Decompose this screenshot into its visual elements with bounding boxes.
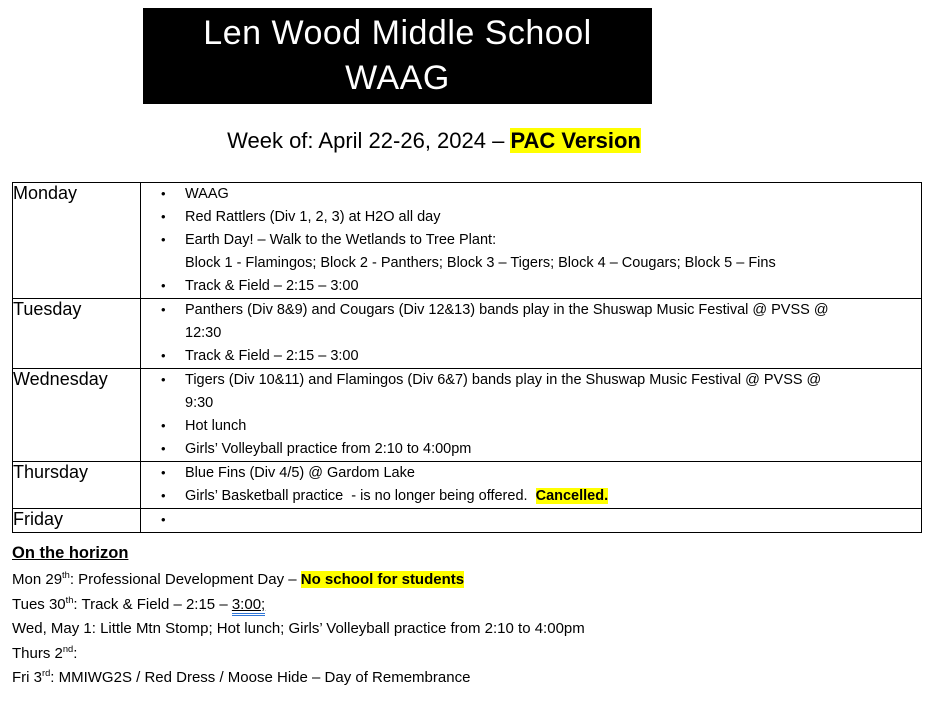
horizon-section (12, 544, 937, 691)
pac-version-highlight: PAC Version (510, 128, 641, 153)
text-segment: 9:30 (185, 395, 214, 411)
schedule-item (141, 206, 921, 229)
text-segment: Hot lunch (185, 418, 247, 434)
text-segment: : Track & Field – 2:15 – (73, 595, 232, 613)
day-items-cell (141, 183, 922, 299)
week-subtitle (0, 128, 868, 154)
text-segment: Block 1 - Flamingos; Block 2 - Panthers; Block 3 – Tigers; Block 4 – Cougars; Block 5 – Fins (185, 255, 776, 271)
text-segment: Track & Field – 2:15 – 3:00 (185, 278, 359, 294)
item-text (185, 395, 213, 411)
bullet-icon: • (161, 418, 166, 433)
day-items-cell (141, 369, 922, 462)
bullet-icon: • (161, 302, 166, 317)
horizon-line (12, 593, 937, 618)
horizon-line (12, 617, 937, 642)
schedule-item-continuation (141, 252, 921, 275)
schedule-item (141, 299, 921, 322)
schedule-row-tuesday (13, 299, 922, 369)
schedule-item (141, 509, 921, 532)
text-segment: rd (42, 668, 51, 678)
item-text (185, 372, 821, 388)
weekly-schedule-table (12, 182, 922, 533)
schedule-row-monday (13, 183, 922, 299)
bullet-icon: • (161, 372, 166, 387)
item-text (185, 488, 608, 504)
highlighted-text: No school for students (300, 571, 465, 588)
text-segment: Mon 29 (12, 571, 63, 588)
schedule-item (141, 438, 921, 461)
item-text (185, 465, 415, 481)
schedule-item-continuation (141, 392, 921, 415)
text-segment: Earth Day! – Walk to the Wetlands to Tree Plant: (185, 232, 497, 248)
bullet-icon: • (161, 512, 166, 527)
item-text (185, 325, 221, 341)
schedule-item (141, 485, 921, 508)
schedule-item (141, 415, 921, 438)
text-segment: th (65, 594, 74, 605)
bullet-icon: • (161, 465, 166, 480)
bullet-icon: • (161, 186, 166, 201)
schedule-item-continuation (141, 322, 921, 345)
text-segment: Track & Field – 2:15 – 3:00 (185, 348, 359, 364)
item-text (185, 418, 246, 434)
schedule-item (141, 369, 921, 392)
day-label: Tuesday (13, 299, 141, 369)
horizon-heading: On the horizon (12, 544, 129, 562)
schedule-row-thursday (13, 462, 922, 509)
day-items-cell (141, 509, 922, 533)
schedule-item (141, 183, 921, 206)
item-text (185, 278, 359, 294)
text-segment: Girls’ Volleyball practice from 2:10 to 4:00pm (185, 441, 472, 457)
bullet-icon: • (161, 209, 166, 224)
horizon-line (12, 568, 937, 593)
text-segment: Thurs 2 (12, 644, 63, 662)
text-segment: nd (62, 643, 74, 654)
day-items-cell (141, 299, 922, 369)
schedule-item (141, 462, 921, 485)
text-segment: th (62, 570, 70, 580)
item-text (185, 209, 440, 225)
schedule-item (141, 229, 921, 252)
text-segment: WAAG (185, 186, 229, 202)
bullet-icon: • (161, 441, 166, 456)
item-text (185, 348, 359, 364)
text-segment: Girls’ Basketball practice - is no longer being offered. (185, 488, 536, 504)
day-label: Thursday (13, 462, 141, 509)
school-name: Len Wood Middle School (203, 14, 592, 52)
school-title-banner (143, 8, 652, 104)
day-label: Wednesday (13, 369, 141, 462)
item-text (185, 302, 829, 318)
item-text (185, 255, 776, 271)
text-segment: Red Rattlers (Div 1, 2, 3) at H2O all day (185, 209, 441, 225)
horizon-line (12, 666, 937, 691)
item-text (185, 232, 496, 248)
text-segment: Tigers (Div 10&11) and Flamingos (Div 6&7) bands play in the Shuswap Music Festival @ PVSS @ (185, 372, 822, 388)
bullet-icon: • (161, 348, 166, 363)
text-segment: : MMIWG2S / Red Dress / Moose Hide – Day of Remembrance (50, 669, 471, 686)
schedule-item (141, 345, 921, 368)
highlighted-text: Cancelled. (535, 488, 609, 504)
horizon-lines (12, 568, 937, 691)
item-text (185, 186, 229, 202)
bullet-icon: • (161, 232, 166, 247)
schedule-table-body (13, 183, 922, 533)
day-label: Monday (13, 183, 141, 299)
waag-document-page (0, 8, 937, 691)
bullet-icon: • (161, 488, 166, 503)
text-segment: Blue Fins (Div 4/5) @ Gardom Lake (185, 465, 415, 481)
text-segment: : Professional Development Day – (69, 571, 301, 588)
schedule-row-wednesday (13, 369, 922, 462)
horizon-line (12, 642, 937, 667)
text-segment: Panthers (Div 8&9) and Cougars (Div 12&13) bands play in the Shuswap Music Festival @ PVSS @ (185, 302, 829, 318)
text-segment: 12:30 (185, 325, 222, 341)
day-items-cell (141, 462, 922, 509)
bullet-icon: • (161, 278, 166, 293)
document-type: WAAG (345, 59, 450, 97)
text-segment: 3:00; (232, 596, 265, 616)
day-label: Friday (13, 509, 141, 533)
schedule-row-friday (13, 509, 922, 533)
week-of-text: Week of: April 22-26, 2024 – (227, 128, 511, 153)
text-segment: : (73, 644, 78, 662)
text-segment: Fri 3 (12, 669, 42, 686)
item-text (185, 441, 471, 457)
text-segment: Wed, May 1: Little Mtn Stomp; Hot lunch; Girls’ Volleyball practice from 2:10 to 4:00pm (12, 620, 585, 637)
schedule-item (141, 275, 921, 298)
text-segment: Tues 30 (12, 595, 66, 613)
